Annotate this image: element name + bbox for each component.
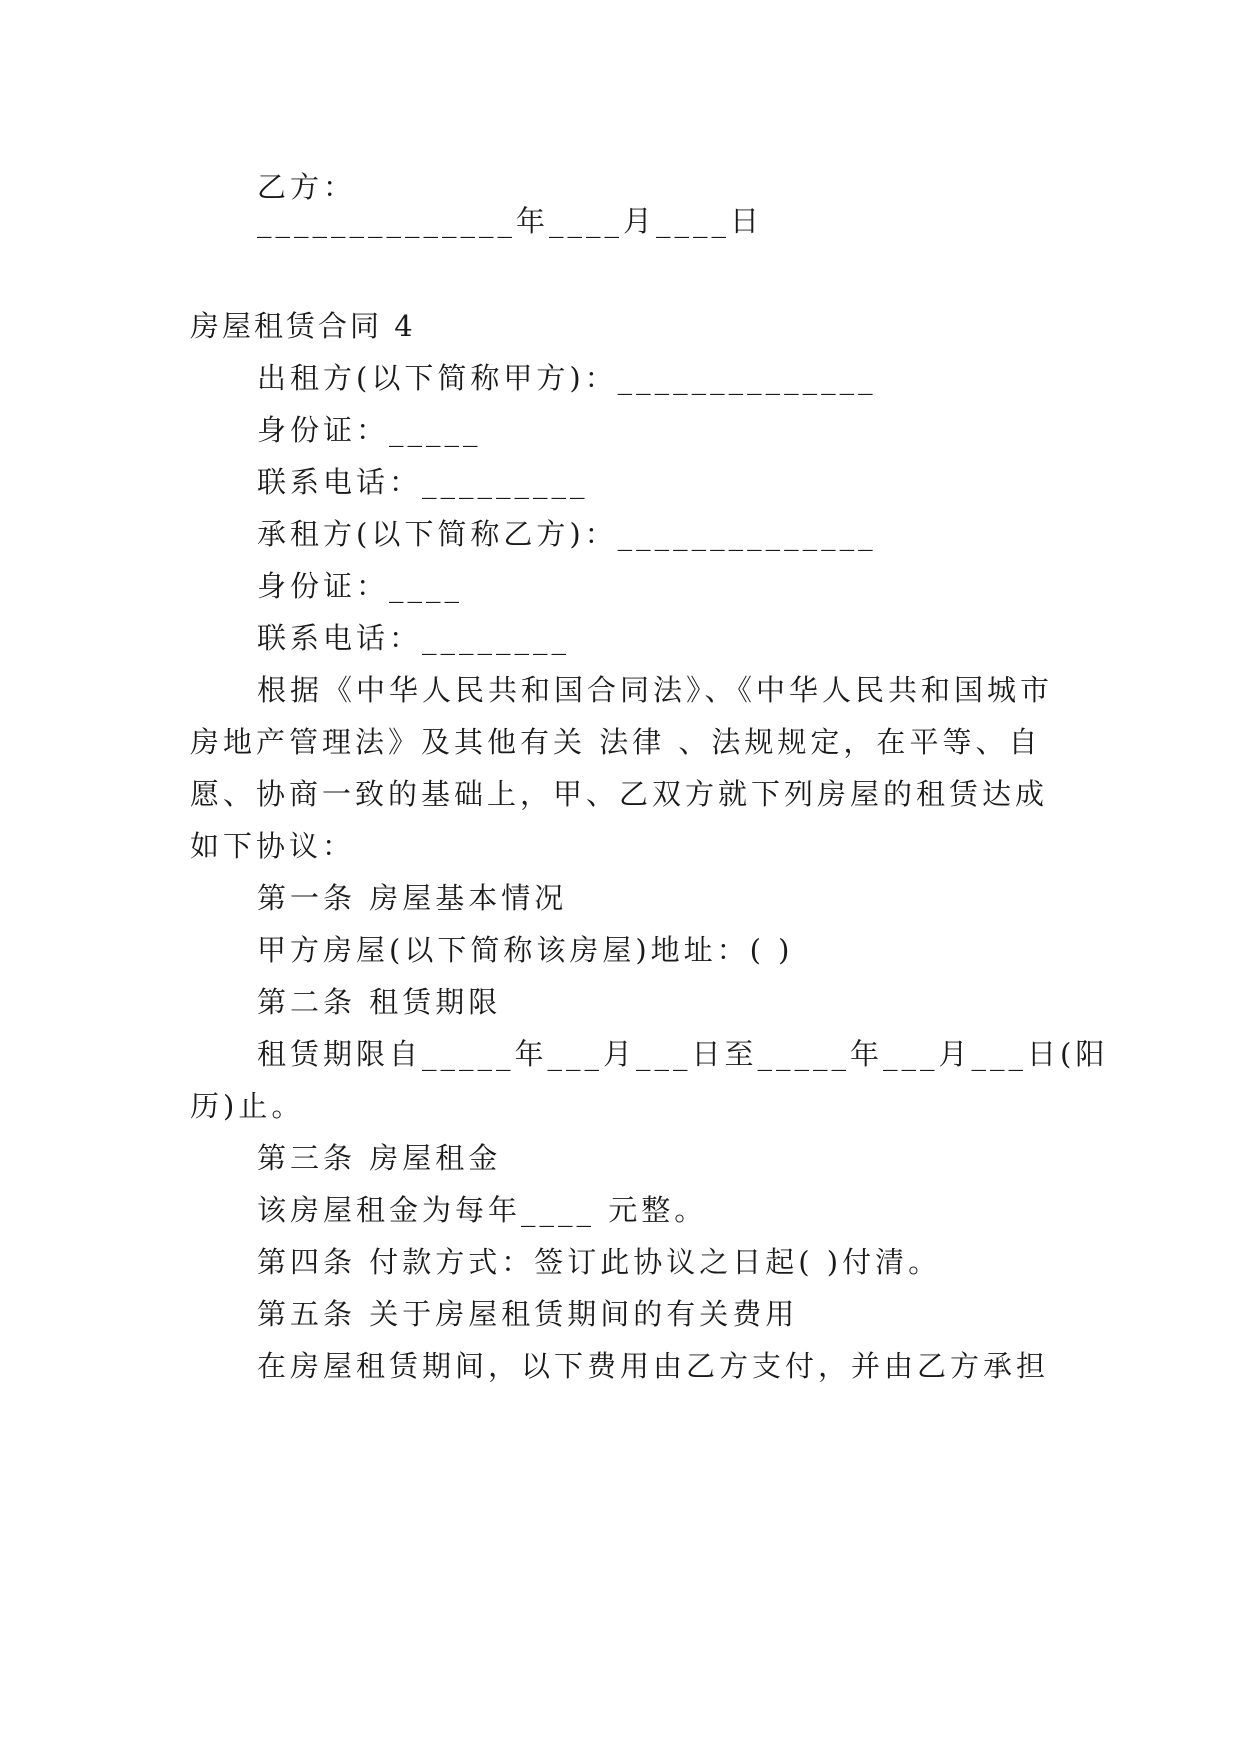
article-4-payment: 第四条 付款方式：签订此协议之日起( )付清。	[257, 1245, 942, 1279]
article-5-body: 在房屋租赁期间，以下费用由乙方支付，并由乙方承担	[257, 1349, 1050, 1383]
contract-title: 房屋租赁合同 4	[190, 309, 416, 343]
article-2-heading: 第二条 租赁期限	[257, 985, 502, 1019]
lessee-id-line: 身份证：____	[257, 569, 464, 603]
article-2-term-line-2: 历)止。	[190, 1089, 305, 1123]
party-b-signature-label: 乙方：	[257, 170, 357, 204]
lessor-phone-line: 联系电话：_________	[257, 465, 589, 499]
preamble-line-4: 如下协议：	[190, 829, 356, 863]
signature-date-line: ______________年____月____日	[257, 204, 764, 238]
preamble-line-3: 愿、协商一致的基础上，甲、乙双方就下列房屋的租赁达成	[190, 777, 1049, 811]
article-1-heading: 第一条 房屋基本情况	[257, 881, 568, 915]
article-1-address: 甲方房屋(以下简称该房屋)地址：( )	[257, 933, 794, 967]
article-3-heading: 第三条 房屋租金	[257, 1141, 502, 1175]
lessor-id-line: 身份证：_____	[257, 413, 482, 447]
lessee-line: 承租方(以下简称乙方)：______________	[257, 517, 877, 551]
lessee-phone-line: 联系电话：________	[257, 621, 571, 655]
lessor-line: 出租方(以下简称甲方)：______________	[257, 361, 877, 395]
article-5-heading: 第五条 关于房屋租赁期间的有关费用	[257, 1297, 799, 1331]
preamble-line-2: 房地产管理法》及其他有关 法律 、法规规定，在平等、自	[190, 725, 1042, 759]
article-3-rent: 该房屋租金为每年____ 元整。	[257, 1193, 708, 1227]
preamble-line-1: 根据《中华人民共和国合同法》、《中华人民共和国城市	[257, 673, 1054, 707]
article-2-term-line-1: 租赁期限自_____年___月___日至_____年___月___日(阳	[257, 1037, 1109, 1071]
